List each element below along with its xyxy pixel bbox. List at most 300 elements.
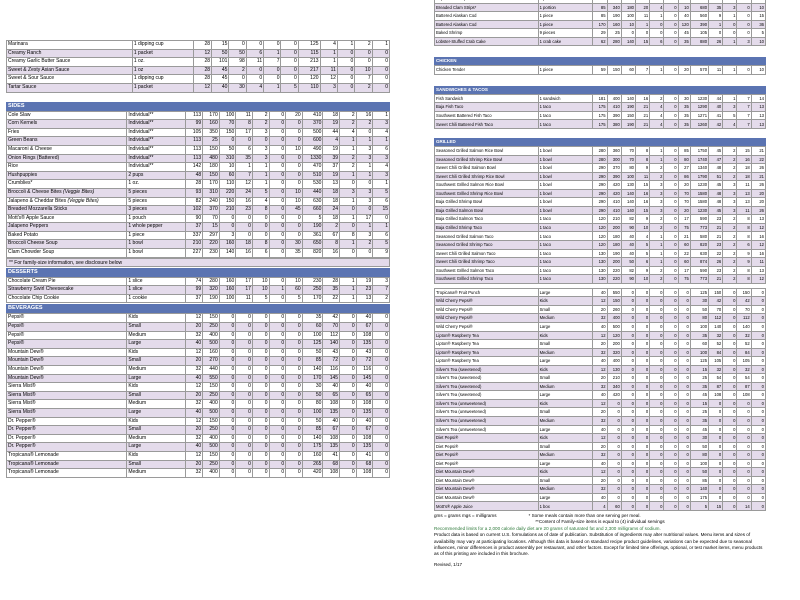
item-name-cell: Sierra Mist® bbox=[7, 383, 127, 392]
nutrient-value-cell: 110 bbox=[219, 180, 236, 189]
serving-size-cell: 1 taco bbox=[538, 275, 593, 284]
serving-size-cell: 1 cookie bbox=[127, 294, 185, 303]
item-name-cell: Broccoli & Cheese Bites (Veggie Bites) bbox=[7, 188, 127, 197]
nutrient-value-cell: 0 bbox=[269, 469, 286, 478]
serving-size-cell: Medium bbox=[127, 366, 185, 375]
nutrient-value-cell: 120 bbox=[607, 331, 621, 340]
nutrient-value-cell: 2 bbox=[355, 41, 372, 50]
table-row bbox=[435, 37, 766, 46]
nutrient-value-cell: 0 bbox=[737, 493, 751, 502]
nutrient-value-cell: 5 bbox=[373, 240, 390, 249]
serving-size-cell: Kids bbox=[127, 348, 185, 357]
nutrient-value-cell: 0 bbox=[269, 111, 286, 120]
nutrient-value-cell: 0 bbox=[709, 399, 723, 408]
nutrient-value-cell: 32 bbox=[185, 469, 203, 478]
nutrient-value-cell: 2 bbox=[650, 172, 664, 181]
nutrient-value-cell: 22 bbox=[709, 249, 723, 258]
nutrient-value-cell: 90 bbox=[185, 214, 203, 223]
nutrient-value-cell: 10 bbox=[355, 66, 372, 75]
nutrient-value-cell: 1 bbox=[650, 241, 664, 250]
serving-size-cell: 1 packet bbox=[132, 49, 193, 58]
serving-size-cell: Small bbox=[538, 476, 593, 485]
nutrient-value-cell: 0 bbox=[751, 340, 765, 349]
nutrient-value-cell: 25 bbox=[690, 374, 708, 383]
nutrient-value-cell: 3 bbox=[737, 37, 751, 46]
item-name-cell: Tropicana® Lemonade bbox=[7, 469, 127, 478]
nutrient-value-cell: 0 bbox=[664, 357, 678, 366]
nutrient-value-cell: 0 bbox=[340, 374, 357, 383]
nutrient-value-cell: 13 bbox=[751, 266, 765, 275]
item-name-cell: Sweet Chili Grilled Salmon Bowl bbox=[435, 164, 539, 173]
item-name-cell: Sweet & Sour Sauce bbox=[7, 75, 133, 84]
nutrient-value-cell: 420 bbox=[607, 189, 621, 198]
item-name-cell: Silver's Tea (unsweetened) bbox=[435, 408, 539, 417]
table-row bbox=[435, 357, 766, 366]
nutrient-value-cell: 0 bbox=[650, 297, 664, 306]
item-name-cell: Silver's Tea (unsweetened) bbox=[435, 416, 539, 425]
nutrient-value-cell: 0 bbox=[737, 434, 751, 443]
nutrient-value-cell: 20 bbox=[678, 66, 690, 75]
nutrient-value-cell: 270 bbox=[203, 357, 220, 366]
nutrient-value-cell: 20 bbox=[593, 340, 607, 349]
nutrient-value-cell: 35 bbox=[690, 382, 708, 391]
nutrient-value-cell: 45 bbox=[212, 75, 229, 84]
nutrient-value-cell: 18 bbox=[323, 197, 340, 206]
nutrient-value-cell: 68 bbox=[323, 460, 340, 469]
nutrient-value-cell: 0 bbox=[664, 111, 678, 120]
item-name-cell: Lobster-Stuffed Crab Cake bbox=[435, 37, 539, 46]
nutrient-value-cell: 0 bbox=[751, 391, 765, 400]
item-name-cell: Mountain Dew® bbox=[7, 374, 127, 383]
nutrient-value-cell: 86 bbox=[678, 172, 690, 181]
nutrient-value-cell: 35 bbox=[690, 331, 708, 340]
nutrient-value-cell: 125 bbox=[302, 340, 323, 349]
nutrient-value-cell: 500 bbox=[203, 340, 220, 349]
nutrient-value-cell: 0 bbox=[621, 391, 635, 400]
nutrient-value-cell: 0 bbox=[650, 434, 664, 443]
item-name-cell: Diet Mountain Dew® bbox=[435, 476, 539, 485]
nutrient-value-cell: 0 bbox=[355, 58, 372, 67]
nutrient-value-cell: 116 bbox=[323, 366, 340, 375]
serving-size-cell: Large bbox=[538, 357, 593, 366]
nutrient-value-cell: 0 bbox=[269, 426, 286, 435]
nutrient-value-cell: 108 bbox=[323, 469, 340, 478]
nutrient-value-cell: 60 bbox=[286, 286, 303, 295]
item-name-cell: Sweet Chili Battered Fish Taco bbox=[435, 120, 539, 129]
item-name-cell: Corn Kernels bbox=[7, 120, 127, 129]
nutrient-value-cell: 180 bbox=[607, 241, 621, 250]
nutrient-value-cell: 3 bbox=[356, 145, 373, 154]
nutrient-value-cell: 105 bbox=[737, 357, 751, 366]
nutrient-value-cell: 125 bbox=[298, 41, 320, 50]
nutrient-value-cell: 6 bbox=[636, 258, 650, 267]
nutrient-value-cell: 0 bbox=[236, 434, 253, 443]
nutrient-value-cell: 8 bbox=[737, 266, 751, 275]
nutrient-value-cell: 0 bbox=[286, 214, 303, 223]
nutrient-value-cell: 250 bbox=[203, 426, 220, 435]
table-row bbox=[7, 426, 390, 435]
table-row bbox=[7, 231, 390, 240]
nutrient-value-cell: 250 bbox=[203, 460, 220, 469]
serving-size-cell: 2 pups bbox=[127, 171, 185, 180]
nutrient-value-cell: 44 bbox=[709, 94, 723, 103]
nutrient-value-cell: 0 bbox=[373, 391, 390, 400]
nutrient-value-cell: 9 bbox=[373, 249, 390, 258]
nutrient-value-cell: 108 bbox=[356, 400, 373, 409]
nutrient-value-cell: 7 bbox=[737, 94, 751, 103]
nutrient-value-cell: 26 bbox=[709, 258, 723, 267]
nutrient-value-cell: 3 bbox=[650, 206, 664, 215]
seafood-table bbox=[434, 0, 766, 46]
nutrient-value-cell: 0 bbox=[723, 288, 737, 297]
serving-size-cell: Large bbox=[538, 322, 593, 331]
nutrient-value-cell: 0 bbox=[664, 120, 678, 129]
nutrient-value-cell: 0 bbox=[636, 297, 650, 306]
serving-size-cell: 1 slice bbox=[127, 277, 185, 286]
nutrient-value-cell: 0 bbox=[252, 417, 269, 426]
table-row bbox=[435, 94, 766, 103]
nutrient-value-cell: 0 bbox=[664, 399, 678, 408]
item-name-cell: Silver's Tea (unsweetened) bbox=[435, 399, 539, 408]
nutrient-value-cell: 2 bbox=[340, 120, 357, 129]
nutrient-value-cell: 0 bbox=[723, 391, 737, 400]
nutrient-value-cell: 0 bbox=[286, 426, 303, 435]
nutrient-value-cell: 108 bbox=[356, 331, 373, 340]
nutrient-value-cell: 43 bbox=[323, 348, 340, 357]
serving-size-cell: 1 bowl bbox=[538, 189, 593, 198]
nutrient-value-cell: 0 bbox=[664, 288, 678, 297]
nutrient-value-cell: 170 bbox=[203, 111, 220, 120]
nutrient-value-cell: 25 bbox=[607, 29, 621, 38]
nutrient-value-cell: 30 bbox=[690, 434, 708, 443]
serving-size-cell: Kids bbox=[127, 417, 185, 426]
nutrient-value-cell: 0 bbox=[650, 459, 664, 468]
section-header-grilled: GRILLED bbox=[434, 138, 766, 146]
nutrient-value-cell: 150 bbox=[203, 171, 220, 180]
nutrient-value-cell: 0 bbox=[286, 469, 303, 478]
table-row bbox=[7, 145, 390, 154]
nutrient-value-cell: 3 bbox=[340, 188, 357, 197]
nutrient-value-cell: 0 bbox=[269, 391, 286, 400]
nutrient-value-cell: 0 bbox=[621, 374, 635, 383]
nutrient-value-cell: 0 bbox=[664, 94, 678, 103]
nutrient-value-cell: 40 bbox=[678, 12, 690, 21]
nutrient-value-cell: 18 bbox=[323, 111, 340, 120]
nutrient-value-cell: 820 bbox=[302, 249, 323, 258]
nutrient-value-cell: 0 bbox=[664, 365, 678, 374]
nutrient-value-cell: 12 bbox=[593, 297, 607, 306]
item-name-cell: Silver's Tea (sweetened) bbox=[435, 374, 539, 383]
nutrient-value-cell: 16 bbox=[636, 189, 650, 198]
nutrient-value-cell: 0 bbox=[269, 417, 286, 426]
nutrient-value-cell: 100 bbox=[690, 322, 708, 331]
nutrient-value-cell: 99 bbox=[185, 120, 203, 129]
nutrient-value-cell: 113 bbox=[185, 154, 203, 163]
nutrient-value-cell: 40 bbox=[356, 417, 373, 426]
nutrient-value-cell: 0 bbox=[252, 348, 269, 357]
nutrient-value-cell: 0 bbox=[751, 357, 765, 366]
nutrient-value-cell: 0 bbox=[236, 366, 253, 375]
nutrient-value-cell: 20 bbox=[751, 198, 765, 207]
nutrient-value-cell: 0 bbox=[236, 417, 253, 426]
nutrient-value-cell: 82 bbox=[621, 215, 635, 224]
nutrient-value-cell: 0 bbox=[286, 231, 303, 240]
nutrient-value-cell: 0 bbox=[252, 366, 269, 375]
nutrient-value-cell: 0 bbox=[636, 459, 650, 468]
nutrient-value-cell: 0 bbox=[664, 37, 678, 46]
nutrient-value-cell: 32 bbox=[593, 382, 607, 391]
nutrient-value-cell: 11 bbox=[709, 66, 723, 75]
nutrient-value-cell: 35 bbox=[302, 314, 323, 323]
section-header-chicken: CHICKEN bbox=[434, 57, 766, 65]
nutrient-value-cell: 22 bbox=[323, 294, 340, 303]
nutrient-value-cell: 82 bbox=[621, 266, 635, 275]
nutrient-value-cell: 0 bbox=[236, 469, 253, 478]
serving-size-cell: 1 taco bbox=[538, 111, 593, 120]
nutrient-value-cell: 0 bbox=[236, 426, 253, 435]
nutrient-value-cell: 0 bbox=[281, 75, 298, 84]
item-name-cell: Lipton® Raspberry Tea bbox=[435, 340, 539, 349]
item-name-cell: Sierra Mist® bbox=[7, 408, 127, 417]
table-row bbox=[7, 294, 390, 303]
nutrient-value-cell: 3 bbox=[723, 198, 737, 207]
nutrient-value-cell: 200 bbox=[607, 258, 621, 267]
nutrient-value-cell: 17 bbox=[356, 214, 373, 223]
nutrient-value-cell: 32 bbox=[737, 331, 751, 340]
nutrient-value-cell: 1 bbox=[337, 41, 354, 50]
nutrient-value-cell: 0 bbox=[373, 451, 390, 460]
nutrient-value-cell: 0 bbox=[252, 460, 269, 469]
nutrient-value-cell: 2 bbox=[650, 266, 664, 275]
nutrient-value-cell: 108 bbox=[323, 434, 340, 443]
nutrient-value-cell: 0 bbox=[650, 365, 664, 374]
nutrient-value-cell: 0 bbox=[664, 374, 678, 383]
nutrient-value-cell: 580 bbox=[690, 232, 708, 241]
nutrient-value-cell: 17 bbox=[236, 277, 253, 286]
nutrient-value-cell: 15 bbox=[690, 365, 708, 374]
nutrient-value-cell: 110 bbox=[298, 83, 320, 92]
nutrient-value-cell: 3 bbox=[252, 128, 269, 137]
nutrient-value-cell: 10 bbox=[252, 286, 269, 295]
table-row bbox=[435, 348, 766, 357]
nutrient-value-cell: 0 bbox=[723, 348, 737, 357]
nutrient-value-cell: 32 bbox=[185, 366, 203, 375]
item-name-cell: Wild Cherry Pepsi® bbox=[435, 314, 539, 323]
serving-size-cell: 1 portion bbox=[538, 3, 593, 12]
nutrient-value-cell: 0 bbox=[723, 20, 737, 29]
nutrient-value-cell: 27 bbox=[678, 164, 690, 173]
nutrient-value-cell: 22 bbox=[751, 155, 765, 164]
nutrient-value-cell: 125 bbox=[690, 288, 708, 297]
nutrient-value-cell: 3 bbox=[356, 188, 373, 197]
nutrient-value-cell: 0 bbox=[236, 323, 253, 332]
nutrient-value-cell: 380 bbox=[607, 120, 621, 129]
nutrient-value-cell: 0 bbox=[723, 485, 737, 494]
nutrient-value-cell: 1 bbox=[320, 49, 337, 58]
nutrient-value-cell: 0 bbox=[621, 442, 635, 451]
nutrient-value-cell: 115 bbox=[298, 49, 320, 58]
nutrient-value-cell: 0 bbox=[269, 451, 286, 460]
nutrient-value-cell: 0 bbox=[650, 357, 664, 366]
nutrient-value-cell: 32 bbox=[593, 485, 607, 494]
nutrient-value-cell: 2 bbox=[723, 223, 737, 232]
nutrient-value-cell: 0 bbox=[664, 322, 678, 331]
nutrient-value-cell: 410 bbox=[607, 206, 621, 215]
nutrient-value-cell: 135 bbox=[356, 443, 373, 452]
nutrient-value-cell: 40 bbox=[593, 322, 607, 331]
nutrient-value-cell: 4 bbox=[373, 163, 390, 172]
nutrient-value-cell: 440 bbox=[302, 188, 323, 197]
nutrient-value-cell: 1 bbox=[269, 286, 286, 295]
nutrient-value-cell: 340 bbox=[607, 3, 621, 12]
nutrient-value-cell: 0 bbox=[607, 399, 621, 408]
nutrient-value-cell: 60 bbox=[621, 66, 635, 75]
nutrient-value-cell: 85 bbox=[302, 357, 323, 366]
nutrient-value-cell: 0 bbox=[236, 357, 253, 366]
nutrient-value-cell: 25 bbox=[203, 137, 220, 146]
table-row bbox=[435, 232, 766, 241]
serving-size-cell: Kids bbox=[538, 365, 593, 374]
nutrient-value-cell: 1260 bbox=[690, 120, 708, 129]
nutrient-value-cell: 0 bbox=[737, 20, 751, 29]
nutrient-value-cell: 290 bbox=[593, 172, 607, 181]
nutrient-value-cell: 13 bbox=[737, 198, 751, 207]
serving-size-cell: 1 piece bbox=[538, 12, 593, 21]
nutrient-value-cell: 62 bbox=[593, 37, 607, 46]
nutrient-value-cell: 9 bbox=[636, 266, 650, 275]
nutrient-value-cell: 84 bbox=[709, 348, 723, 357]
nutrient-value-cell: 5 bbox=[302, 214, 323, 223]
nutrient-value-cell: 3 bbox=[650, 181, 664, 190]
nutrient-value-cell: 0 bbox=[286, 366, 303, 375]
nutrient-value-cell: 0 bbox=[373, 417, 390, 426]
nutrient-value-cell: 0 bbox=[340, 451, 357, 460]
nutrient-value-cell: 50 bbox=[690, 468, 708, 477]
nutrient-value-cell: 50 bbox=[212, 49, 229, 58]
nutrient-value-cell: 0 bbox=[621, 288, 635, 297]
table-row bbox=[435, 164, 766, 173]
nutrient-value-cell: 15 bbox=[373, 206, 390, 215]
nutrient-value-cell: 500 bbox=[203, 408, 220, 417]
nutrient-value-cell: 21 bbox=[709, 223, 723, 232]
nutrient-value-cell: 0 bbox=[236, 451, 253, 460]
nutrient-value-cell: 45 bbox=[286, 206, 303, 215]
nutrient-value-cell: 0 bbox=[737, 476, 751, 485]
nutrient-value-cell: 0 bbox=[372, 66, 389, 75]
serving-size-cell: Kids bbox=[538, 331, 593, 340]
nutrient-value-cell: 175 bbox=[593, 111, 607, 120]
nutrient-value-cell: 20 bbox=[678, 181, 690, 190]
nutrient-value-cell: 0 bbox=[723, 459, 737, 468]
nutrient-value-cell: 5 bbox=[281, 83, 298, 92]
table-row bbox=[435, 382, 766, 391]
nutrient-value-cell: 500 bbox=[607, 322, 621, 331]
nutrient-value-cell: 10 bbox=[286, 145, 303, 154]
nutrient-value-cell: 410 bbox=[302, 111, 323, 120]
nutrient-value-cell: 0 bbox=[373, 443, 390, 452]
nutrient-value-cell: 0 bbox=[650, 20, 664, 29]
serving-size-cell: 1 sandwich bbox=[538, 94, 593, 103]
table-row bbox=[435, 459, 766, 468]
item-name-cell: Dr. Pepper® bbox=[7, 417, 127, 426]
nutrient-value-cell: 1 bbox=[372, 41, 389, 50]
nutrient-value-cell: 0 bbox=[219, 374, 236, 383]
nutrient-value-cell: 0 bbox=[607, 451, 621, 460]
table-row bbox=[435, 425, 766, 434]
nutrient-value-cell: 11 bbox=[636, 172, 650, 181]
nutrient-value-cell: 1 bbox=[373, 223, 390, 232]
nutrient-value-cell: 0 bbox=[236, 408, 253, 417]
nutrient-value-cell: 105 bbox=[185, 128, 203, 137]
nutrient-value-cell: 0 bbox=[621, 451, 635, 460]
nutrient-value-cell: 0 bbox=[737, 29, 751, 38]
nutrient-value-cell: 142 bbox=[185, 163, 203, 172]
nutrient-value-cell: 7 bbox=[373, 286, 390, 295]
nutrient-value-cell: 0 bbox=[678, 442, 690, 451]
table-row bbox=[7, 348, 390, 357]
nutrient-value-cell: 0 bbox=[607, 408, 621, 417]
nutrient-value-cell: 80 bbox=[678, 155, 690, 164]
table-row bbox=[7, 374, 390, 383]
nutrient-value-cell: 0 bbox=[621, 305, 635, 314]
nutrient-value-cell: 0 bbox=[269, 443, 286, 452]
serving-size-cell: 1 dipping cup bbox=[132, 41, 193, 50]
nutrient-value-cell: 18 bbox=[236, 240, 253, 249]
nutrient-value-cell: 0 bbox=[664, 416, 678, 425]
nutrient-value-cell: 1 bbox=[340, 240, 357, 249]
nutrient-value-cell: 0 bbox=[340, 340, 357, 349]
nutrient-value-cell: 0 bbox=[236, 460, 253, 469]
nutrient-value-cell: 30 bbox=[229, 83, 246, 92]
nutrient-value-cell: 2 bbox=[650, 215, 664, 224]
nutrient-value-cell: 12 bbox=[593, 365, 607, 374]
nutrient-value-cell: 0 bbox=[751, 365, 765, 374]
nutrient-value-cell: 18 bbox=[737, 172, 751, 181]
nutrient-value-cell: 67 bbox=[323, 231, 340, 240]
nutrient-value-cell: 260 bbox=[607, 305, 621, 314]
nutrient-value-cell: 1290 bbox=[690, 103, 708, 112]
item-name-cell: Baja Grilled Shrimp Bowl bbox=[435, 198, 539, 207]
nutrient-value-cell: 530 bbox=[302, 180, 323, 189]
nutrient-value-cell: 2 bbox=[723, 155, 737, 164]
serving-size-cell: 1 bowl bbox=[538, 155, 593, 164]
serving-size-cell: 1 bowl bbox=[538, 206, 593, 215]
nutrient-value-cell: 17 bbox=[236, 286, 253, 295]
nutrient-value-cell: 60 bbox=[302, 323, 323, 332]
nutrient-value-cell: 2 bbox=[723, 232, 737, 241]
nutrient-value-cell: 16 bbox=[737, 155, 751, 164]
table-row bbox=[7, 434, 390, 443]
nutrient-value-cell: 550 bbox=[607, 288, 621, 297]
nutrient-value-cell: 21 bbox=[636, 120, 650, 129]
nutrient-value-cell: 0 bbox=[664, 348, 678, 357]
nutrient-value-cell: 1 bbox=[356, 171, 373, 180]
nutrient-value-cell: 8 bbox=[252, 206, 269, 215]
nutrient-value-cell: 0 bbox=[709, 468, 723, 477]
nutrient-value-cell: 0 bbox=[269, 171, 286, 180]
serving-size-cell: Large bbox=[127, 374, 185, 383]
nutrient-value-cell: 150 bbox=[737, 288, 751, 297]
nutrient-value-cell: 130 bbox=[593, 275, 607, 284]
nutrient-value-cell: 0 bbox=[751, 434, 765, 443]
nutrient-value-cell: 0 bbox=[664, 391, 678, 400]
item-name-cell: Sweet Chili Grilled Shrimp Taco bbox=[435, 258, 539, 267]
serving-size-cell: 1 bowl bbox=[538, 147, 593, 156]
item-name-cell: Diet Mountain Dew® bbox=[435, 485, 539, 494]
nutrient-value-cell: 0 bbox=[373, 469, 390, 478]
nutrient-value-cell: 0 bbox=[281, 58, 298, 67]
nutrient-value-cell: 361 bbox=[302, 231, 323, 240]
